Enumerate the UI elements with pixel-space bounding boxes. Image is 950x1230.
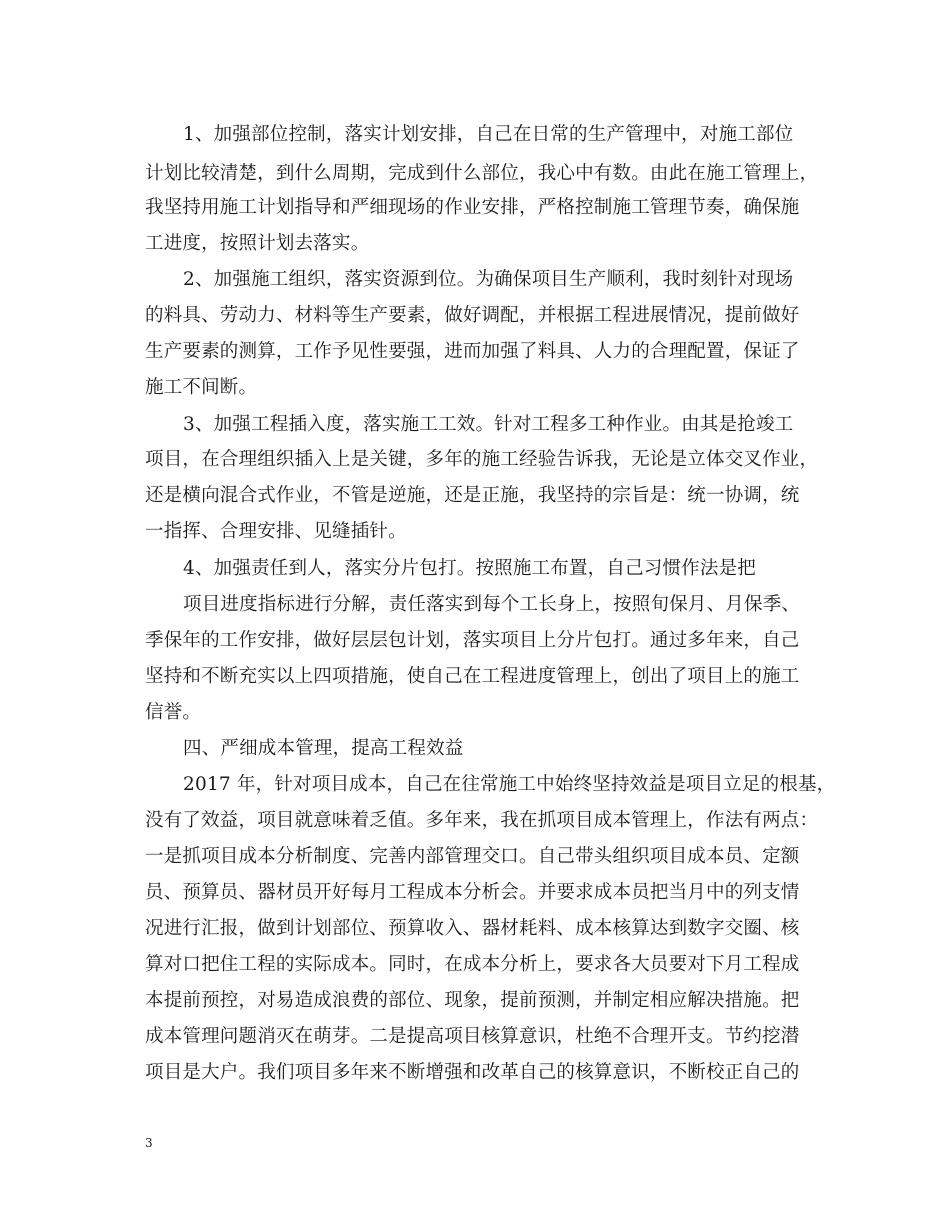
text-line: 况进行汇报，做到计划部位、预算收入、器材耗料、成本核算达到数字交圈、核 — [145, 918, 800, 939]
text-line: 算对口把住工程的实际成本。同时，在成本分析上，要求各大员要对下月工程成 — [145, 954, 800, 975]
text-line: 成本管理问题消灭在萌芽。二是提高项目核算意识，杜绝不合理开支。节约挖潜 — [145, 1026, 800, 1047]
text-line: 1、加强部位控制，落实计划安排，自己在日常的生产管理中，对施工部位 — [183, 124, 794, 145]
section-heading: 四、严细成本管理，提高工程效益 — [183, 738, 464, 759]
text-line: 计划比较清楚，到什么周期，完成到什么部位，我心中有数。由此在施工管理上， — [145, 163, 819, 184]
text-line: 没有了效益，项目就意味着乏值。多年来，我在抓项目成本管理上，作法有两点： — [145, 810, 819, 831]
text-line: 项目是大户。我们项目多年来不断增强和改革自己的核算意识，不断校正自己的 — [145, 1062, 800, 1083]
page-number: 3 — [145, 1136, 153, 1150]
text-line: 一指挥、合理安排、见缝插针。 — [145, 521, 407, 542]
text-line: 生产要素的测算，工作予见性要强，进而加强了料具、人力的合理配置，保证了 — [145, 341, 800, 362]
text-line: 员、预算员、器材员开好每月工程成本分析会。并要求成本员把当月中的列支情 — [145, 882, 800, 903]
text-line: 项目，在合理组织插入上是关键，多年的施工经验告诉我，无论是立体交叉作业， — [145, 449, 819, 470]
text-line: 本提前预控，对易造成浪费的部位、现象，提前预测，并制定相应解决措施。把 — [145, 990, 800, 1011]
text-line: 坚持和不断充实以上四项措施，使自己在工程进度管理上，创出了项目上的施工 — [145, 666, 800, 687]
text-line: 一是抓项目成本分析制度、完善内部管理交口。自己带头组织项目成本员、定额 — [145, 846, 800, 867]
text-line: 信誉。 — [145, 702, 202, 723]
text-line: 工进度，按照计划去落实。 — [145, 233, 370, 254]
text-line: 4、加强责任到人，落实分片包打。按照施工布置，自己习惯作法是把 — [183, 558, 756, 579]
text-line: 项目进度指标进行分解，责任落实到每个工长身上，按照旬保月、月保季、 — [183, 594, 801, 615]
text-line: 的料具、劳动力、材料等生产要素，做好调配，并根据工程进展情况，提前做好 — [145, 305, 800, 326]
text-line: 3、加强工程插入度，落实施工工效。针对工程多工种作业。由其是抢竣工 — [183, 414, 794, 435]
text-line: 2、加强施工组织，落实资源到位。为确保项目生产顺利，我时刻针对现场 — [183, 269, 794, 290]
text-line: 我坚持用施工计划指导和严细现场的作业安排，严格控制施工管理节奏，确保施 — [145, 197, 800, 218]
text-line: 季保年的工作安排，做好层层包计划，落实项目上分片包打。通过多年来，自己 — [145, 630, 800, 651]
text-line: 2017 年，针对项目成本，自己在往常施工中始终坚持效益是项目立足的根基， — [183, 774, 836, 795]
text-line: 还是横向混合式作业，不管是逆施，还是正施，我坚持的宗旨是：统一协调，统 — [145, 485, 800, 506]
text-line: 施工不间断。 — [145, 377, 258, 398]
